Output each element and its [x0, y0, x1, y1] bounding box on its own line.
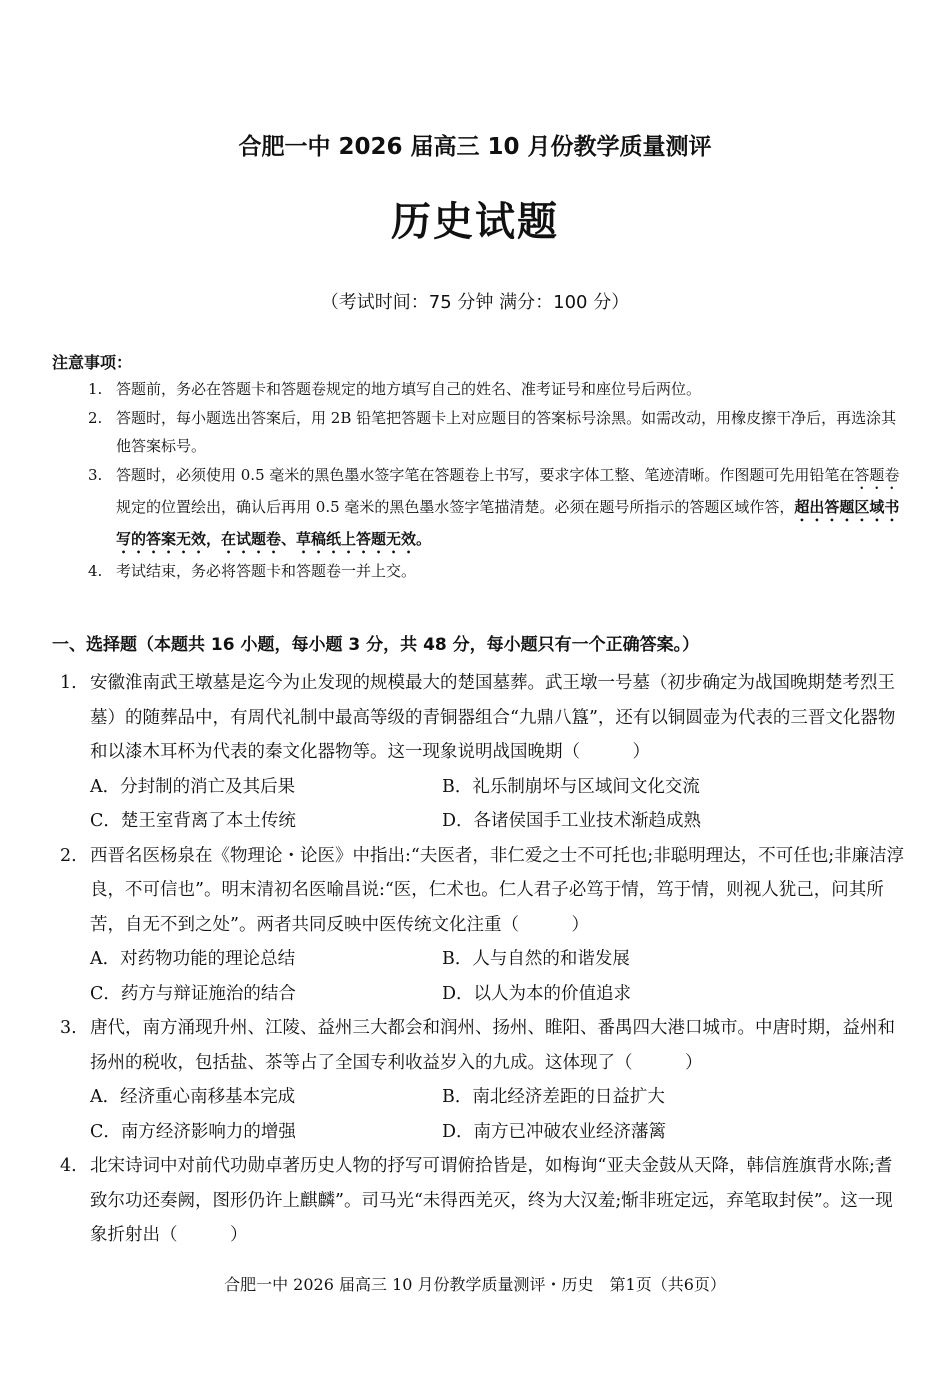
question-stem: 安徽淮南武王墩墓是迄今为止发现的规模最大的楚国墓葬。武王墩一号墓（初步确定为战国晚期楚考烈王墓）的随葬品中，有周代礼制中最高等级的青铜器组合“九鼎八簋”，还有以铜圆壶为代表的三晋文化器物和以漆木耳杯为代表的秦文化器物等。这一现象说明战国晚期（ ）	[90, 673, 896, 762]
exam-time-score: （考试时间：75 分钟 满分：100 分）	[320, 292, 630, 313]
option-b: B．南北经济差距的日益扩大	[442, 1087, 665, 1107]
note-text: 答题时，必须使用 0.5 毫米的黑色墨水签字笔在答题卷上书写，要求字体工整、笔迹清晰。作图题可先用铅笔在	[116, 465, 855, 484]
note-number: 4.	[88, 561, 103, 580]
option-a: A．经济重心南移基本完成	[90, 1087, 296, 1107]
question-stem: 唐代，南方涌现升州、江陵、益州三大都会和润州、扬州、睢阳、番禺四大港口城市。中唐时期，益州和扬州的税收，包括盐、茶等占了全国专利收益岁入的九成。这体现了（ ）	[90, 1018, 895, 1073]
note-text: 答题前，务必在答题卡和答题卷规定的地方填写自己的姓名、准考证号和座位号后两位。	[116, 380, 702, 398]
option-b: B．礼乐制崩坏与区域间文化交流	[442, 776, 700, 797]
option-d: D．以人为本的价值追求	[442, 983, 632, 1004]
question-options	[60, 942, 905, 1011]
notes-title: 注意事项：	[52, 353, 133, 372]
note-text: 考试结束，务必将答题卡和答题卷一并上交。	[116, 561, 417, 580]
question-4	[60, 1149, 905, 1253]
option-a: A．对药物功能的理论总结	[90, 949, 296, 969]
note-text: 规定的位置绘出，确认后再用 0.5 毫米的黑色墨水签字笔描清楚。必须在题号所指示的答题区域作答，	[116, 497, 795, 516]
page-footer: 合肥一中 2026 届高三 10 月份教学质量测评・历史 第1页（共6页）	[224, 1275, 726, 1294]
question-stem: 北宋诗词中对前代功勋卓著历史人物的抒写可谓俯拾皆是，如梅询“亚夫金鼓从天降，韩信旌旗背水陈;耆致尔功还奏阙，图形仍许上麒麟”。司马光“未得西羌灭，终为大汉羞;惭非班定远，弃笔取封侯”。这一现象折射出（ ）	[90, 1156, 893, 1245]
question-number: 1.	[60, 673, 77, 693]
exam-header: 合肥一中 2026 届高三 10 月份教学质量测评	[238, 134, 712, 160]
question-stem: 西晋名医杨泉在《物理论・论医》中指出:“夫医者，非仁爱之士不可托也;非聪明理达，不可任也;非廉洁淳良，不可信也”。明末清初名医喻昌说:“医，仁术也。仁人君子必笃于情，笃于情，则视人犹己，问其所苦，自无不到之处”。两者共同反映中医传统文化注重（ ）	[90, 845, 905, 935]
question-1	[60, 666, 905, 839]
question-number: 3.	[60, 1018, 77, 1038]
note-item	[88, 461, 903, 557]
note-text: 答题时，每小题选出答案后，用 2B 铅笔把答题卡上对应题目的答案标号涂黑。如需改动，用橡皮擦干净后，再选涂其他答案标号。	[116, 408, 897, 455]
question-number: 4.	[60, 1156, 77, 1176]
option-b: B．人与自然的和谐发展	[442, 949, 630, 969]
note-number: 1.	[88, 380, 103, 398]
option-d: D．南方已冲破农业经济藩篱	[442, 1121, 667, 1142]
question-options	[60, 1080, 905, 1149]
option-c: C．药方与辩证施治的结合	[90, 983, 296, 1004]
note-item	[88, 375, 903, 404]
question-3	[60, 1011, 905, 1149]
option-c: C．南方经济影响力的增强	[90, 1121, 296, 1142]
question-list	[60, 666, 905, 1253]
option-c: C．楚王室背离了本土传统	[90, 811, 296, 831]
note-dotted-text: 答题卷	[854, 465, 900, 484]
option-d: D．各诸侯国手工业技术渐趋成熟	[442, 811, 702, 831]
notes-list	[88, 375, 903, 585]
section-title: 一、选择题（本题共 16 小题，每小题 3 分，共 48 分，每小题只有一个正确答案。）	[52, 635, 700, 655]
note-item	[88, 557, 903, 586]
question-2	[60, 839, 905, 1012]
option-a: A．分封制的消亡及其后果	[90, 776, 296, 797]
note-number: 2.	[88, 408, 103, 427]
subject-title: 历史试题	[391, 198, 559, 245]
question-number: 2.	[60, 845, 77, 866]
question-options	[60, 770, 905, 839]
note-emphasis-text: 超出答题区域书写的答案无效，在试题卷、草稿纸上答题无效。	[116, 497, 900, 548]
note-number: 3.	[88, 465, 103, 484]
note-item	[88, 404, 903, 461]
